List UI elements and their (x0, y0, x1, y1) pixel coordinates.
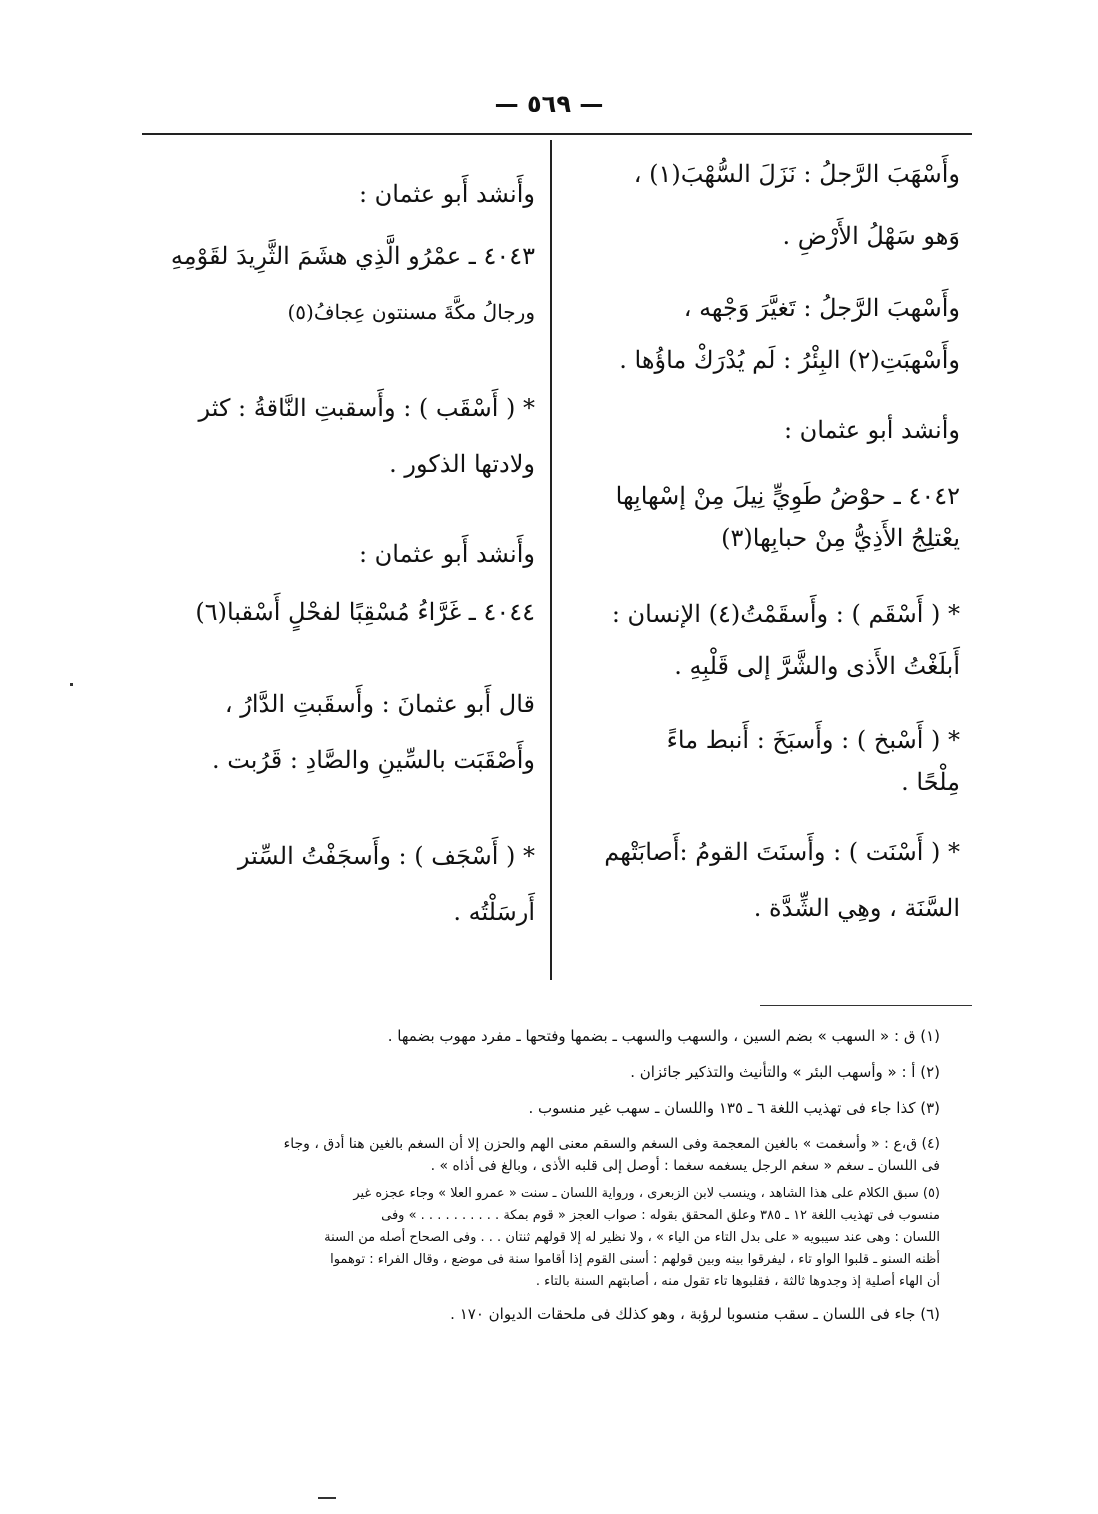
entry-asnat (575, 838, 960, 922)
verse-line: ٤٠٤٤ ـ غَرَّاءُ مُسْقِبًا لفحْلٍ أَسْقبا(٦) (195, 598, 535, 626)
footnote-line: اللسان : وهى عند سيبويه « على بدل التاء من الياء » ، ولا نظير له إلا قولهم ثنتان . . . وفى الصحاح أصله من السنة (324, 1230, 940, 1245)
verse-4044 (150, 598, 535, 626)
recited-heading (575, 416, 960, 444)
entry-asqab (150, 394, 535, 478)
footnote-3 (150, 1097, 940, 1119)
column-divider (550, 140, 552, 980)
scan-speck (70, 683, 73, 686)
footnote-2 (150, 1061, 940, 1083)
verse-line: يعْتلِجُ الأَذِيُّ مِنْ حبابِها(٣) (721, 524, 960, 552)
entry-asbakh (575, 726, 960, 796)
footnotes (150, 1025, 940, 1325)
footnote-line: (٥) سبق الكلام على هذا الشاهد ، وينسب لابن الزبعرى ، ورواية اللسان ـ سنت « عمرو العلا » وجاء عجزه غير (353, 1186, 940, 1201)
entry-asjaf (150, 842, 535, 926)
footnote-line: أظنه السنو ـ قلبوا الواو تاء ، ليفرقوا بينه وبين قولهم : أسنى القوم إذا أقاموا سنة فى موضع ، وقال الفراء : توهموا (330, 1252, 940, 1267)
page-number: — ٥٦٩ — (494, 90, 604, 118)
right-column (575, 160, 960, 922)
text-line: مِلْحًا . (901, 768, 960, 796)
text-line: وأَسْهَبَ الرَّجلُ : نَزَلَ السُّهْبَ(١) ، (633, 160, 960, 188)
footnote-6 (150, 1303, 940, 1325)
entry-asqabat-dar (150, 690, 535, 774)
recited-heading (150, 180, 535, 208)
footnote-rule (760, 1005, 972, 1006)
text-line: وَهو سَهْلُ الأَرْضِ . (782, 222, 960, 250)
text-line: قال أَبو عثمانَ : وأَسقَبتِ الدَّارُ ، (224, 690, 535, 718)
scan-speck (318, 1497, 336, 1499)
footnote-5 (150, 1183, 940, 1293)
text-line: ولادتها الذكور . (389, 450, 535, 478)
entry-ashab-sahb (575, 160, 960, 250)
text-line: وأَصْقَبَت بالسِّينِ والصَّادِ : قَرُبت . (211, 746, 535, 774)
footnote-1 (150, 1025, 940, 1047)
footnote-line: (٣) كذا جاء فى تهذيب اللغة ٦ ـ ١٣٥ واللسان ـ سهب غير منسوب . (528, 1099, 940, 1117)
footnote-line: (١) ق : « السهب » بضم السين ، والسهب والسهب ـ بضمها وفتحها ـ مفرد مهوب بضمها . (387, 1027, 940, 1045)
footnote-line: منسوب فى تهذيب اللغة ١٢ ـ ٣٨٥ وعلق المحقق بقوله : صواب العجز « قوم بمكة . . . . . . . . . . » وفى (381, 1208, 940, 1223)
footnote-line: (٤) ق،ع : « وأسغمت » بالغين المعجمة وفى السغم والسقم معنى الهم والحزن إلا أن السغم بالغين هنا أدق ، وجاء (283, 1136, 940, 1152)
text-line: أَبلَغْتُ الأَذى والشَّرَّ إلى قَلْبِهِ . (674, 652, 960, 680)
verse-line: ٤٠٤٣ ـ عمْرُو الَّذِي هشَمَ الثَّرِيدَ لقَوْمِهِ (170, 242, 535, 270)
verse-line: ٤٠٤٢ ـ حوْضُ طَوِيٍّ نِيلَ مِنْ إسْهابِها (615, 482, 960, 510)
entry-ashab-face (575, 294, 960, 374)
footnote-line: فى اللسان ـ سغم « سغم الرجل يسغمه سغما : أوصل إلى قلبه الأذى ، وبالغ فى أذاه » . (430, 1158, 940, 1174)
recited-heading (150, 540, 535, 568)
text-line: * ( أَسْقَب ) : وأَسقبتِ النَّاقةُ : كثر (198, 394, 535, 422)
header-rule (142, 133, 972, 135)
footnote-4 (150, 1133, 940, 1177)
left-column (150, 160, 535, 926)
text-line: وأَسْهبَ الرَّجلُ : تَغيَّرَ وَجْهه ، (683, 294, 960, 322)
footnote-line: أن الهاء أصلية إذ وجدوها ثالثة ، فقلبوها تاء تقول منه ، أصابتهم السنة بالتاء . (535, 1274, 940, 1289)
entry-asqam (575, 600, 960, 680)
footnote-line: (٦) جاء فى اللسان ـ سقب منسوبا لرؤبة ، وهو كذلك فى ملحقات الديوان ١٧٠ . (450, 1305, 940, 1323)
footnote-line: (٢) أ : « وأسهب البئر » والتأنيث والتذكير جائزان . (630, 1063, 940, 1081)
text-line: وأنشد أبو عثمان : (783, 416, 960, 444)
text-line: * ( أَسْقَم ) : وأَسقَمْتُ(٤) الإنسان : (611, 600, 960, 628)
text-line: وأَنشد أَبو عثمان : (358, 540, 535, 568)
verse-4042 (575, 482, 960, 552)
text-line: * ( أَسْنَت ) : وأَسنَتَ القومُ :أَصابَتْهم (604, 838, 960, 866)
text-line: السَّنَة ، وهِي الشِّدَّة . (753, 894, 960, 922)
text-line: وأَنشد أَبو عثمان : (358, 180, 535, 208)
text-line: وأَسْهبَتِ(٢) البِئْرُ : لَم يُدْرَكْ ماؤُها . (619, 346, 960, 374)
text-line: * ( أَسْبخ ) : وأَسبَخَ : أَنبط ماءً (666, 726, 960, 754)
verse-4043 (150, 242, 535, 326)
text-line: * ( أَسْجَف ) : وأَسجَفْتُ السِّتر (237, 842, 535, 870)
text-line: أَرسَلْتُه . (453, 898, 535, 926)
verse-line: ورجالُ مكَّةَ مسنتون عِجافُ(٥) (287, 300, 535, 324)
